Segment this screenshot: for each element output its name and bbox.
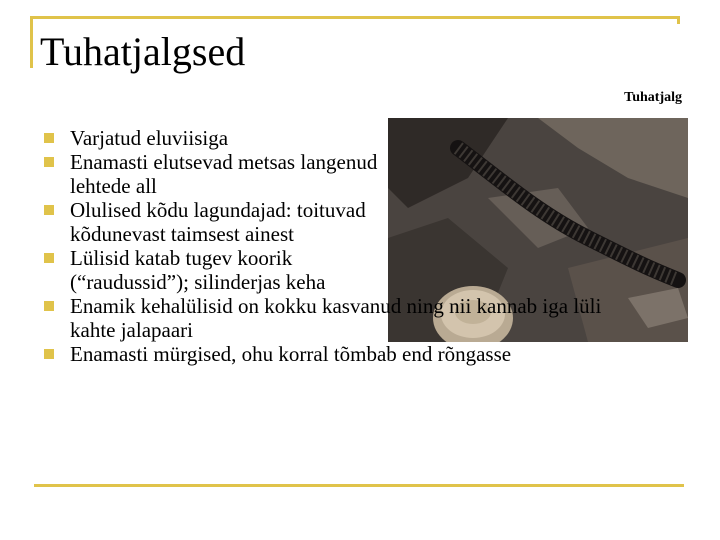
bullet-marker [44,349,54,359]
frame-top-line [30,16,680,19]
photo-caption: Tuhatjalg [624,90,682,105]
bullet-item: Enamik kehalülisid on kokku kasvanud ning nii kannab iga lüli kahte jalapaari [44,294,664,342]
bullet-item: Lülisid katab tugev koorik (“raudussid”); silinderjas keha [44,246,664,294]
bullet-item: Enamasti mürgised, ohu korral tõmbab end rõngasse [44,342,664,366]
frame-left-line [30,16,33,68]
bullet-item: Olulised kõdu lagundajad: toituvad kõdunevast taimsest ainest [44,198,664,246]
bullet-item: Varjatud eluviisiga [44,126,664,150]
slide-title: Tuhatjalgsed [40,29,246,74]
bullet-item: Enamasti elutsevad metsas langenud lehtede all [44,150,664,198]
bullet-list [44,126,664,366]
bullet-marker [44,133,54,143]
frame-bottom-line [34,484,684,487]
frame-right-line [677,16,680,24]
